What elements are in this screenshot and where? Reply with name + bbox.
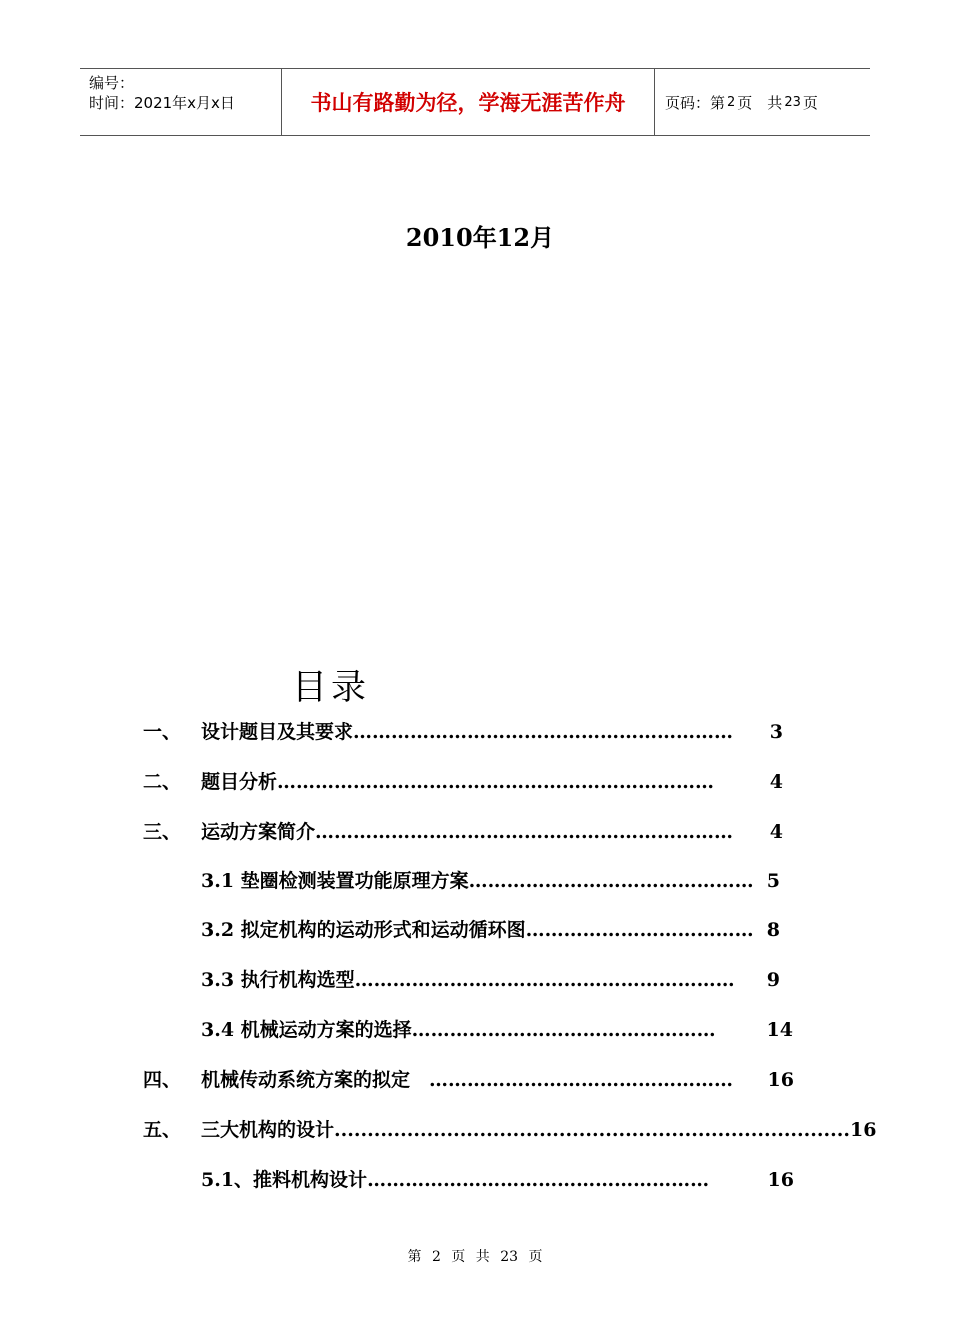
toc-entry-leader: ………………………………………	[468, 870, 754, 892]
toc-entry-text: 3.3 执行机构选型	[201, 969, 355, 991]
toc-entry-leader: …………………………………………………………	[315, 821, 734, 843]
motto: 书山有路勤为径，学海无涯苦作舟	[310, 91, 626, 115]
toc-entry-text: 5.1、推料机构设计	[201, 1169, 368, 1191]
toc-entry-page: 5	[766, 870, 780, 892]
page-mid: 页 共	[737, 93, 783, 112]
toc-entry-number: 一、	[143, 721, 182, 743]
toc-entry[interactable]	[201, 1016, 793, 1044]
toc-entry-page: 16	[849, 1119, 877, 1141]
document-date: 2010年12月	[405, 223, 555, 252]
toc-entry-number: 二、	[143, 771, 182, 793]
toc-entry[interactable]	[201, 916, 780, 944]
header-page-cell	[655, 69, 870, 135]
toc-entry[interactable]	[143, 768, 783, 796]
toc-entry-text: 设计题目及其要求	[201, 721, 354, 743]
toc-entry-number: 四、	[143, 1069, 182, 1091]
toc-title: 目录	[292, 668, 371, 708]
toc-entry-text: 题目分析	[201, 771, 278, 793]
toc-entry-number: 三、	[143, 821, 182, 843]
toc-entry-leader: ..............................................................................	[334, 1119, 850, 1141]
page-header	[80, 68, 870, 136]
toc-entry-leader: …………………………………………	[410, 1069, 734, 1091]
header-motto-cell	[282, 69, 655, 135]
toc-entry[interactable]	[201, 966, 780, 994]
toc-entry[interactable]	[201, 1166, 794, 1194]
toc-entry-text: 机械传动系统方案的拟定	[201, 1069, 411, 1091]
toc-entry-leader: ……………………………………………………	[354, 969, 735, 991]
page-footer: 第 2 页 共 23 页	[407, 1249, 543, 1265]
toc-entry-number: 五、	[143, 1119, 182, 1141]
toc-entry-leader: ……………………………………………………………	[277, 771, 715, 793]
toc-entry-page: 3	[769, 721, 783, 743]
serial-label: 编号：	[89, 74, 135, 92]
toc-entry-text: 运动方案简介	[201, 821, 316, 843]
toc-entry-text: 3.2 拟定机构的运动形式和运动循环图	[201, 919, 526, 941]
toc-entry-page: 16	[767, 1169, 794, 1191]
time-label: 时间：2021年x月x日	[89, 94, 235, 112]
page-label: 页码：第	[665, 93, 726, 112]
toc-entry-text: 3.4 机械运动方案的选择	[201, 1019, 412, 1041]
toc-entry-page: 4	[769, 821, 783, 843]
toc-entry-leader: ……………………………………………………	[353, 721, 734, 743]
toc-entry-page: 9	[766, 969, 780, 991]
toc-entry[interactable]	[143, 818, 783, 846]
toc-entry[interactable]	[201, 867, 780, 895]
toc-entry[interactable]	[143, 718, 783, 746]
toc-entry-leader: ………………………………………………	[367, 1169, 710, 1191]
page-current: 2	[727, 94, 736, 110]
page-total: 23	[784, 94, 801, 110]
toc-entry-page: 14	[766, 1019, 793, 1041]
toc-entry-text: 三大机构的设计	[201, 1119, 335, 1141]
toc-entry[interactable]	[143, 1116, 877, 1144]
toc-entry-leader: ………………………………	[525, 919, 754, 941]
toc-entry-text: 3.1 垫圈检测装置功能原理方案	[201, 870, 469, 892]
header-left-cell	[80, 69, 282, 135]
page-end: 页	[802, 93, 818, 112]
toc-entry-page: 8	[766, 919, 780, 941]
toc-entry-page: 4	[769, 771, 783, 793]
toc-entry-leader: …………………………………………	[411, 1019, 716, 1041]
toc-entry[interactable]	[143, 1066, 794, 1094]
toc-entry-page: 16	[767, 1069, 794, 1091]
